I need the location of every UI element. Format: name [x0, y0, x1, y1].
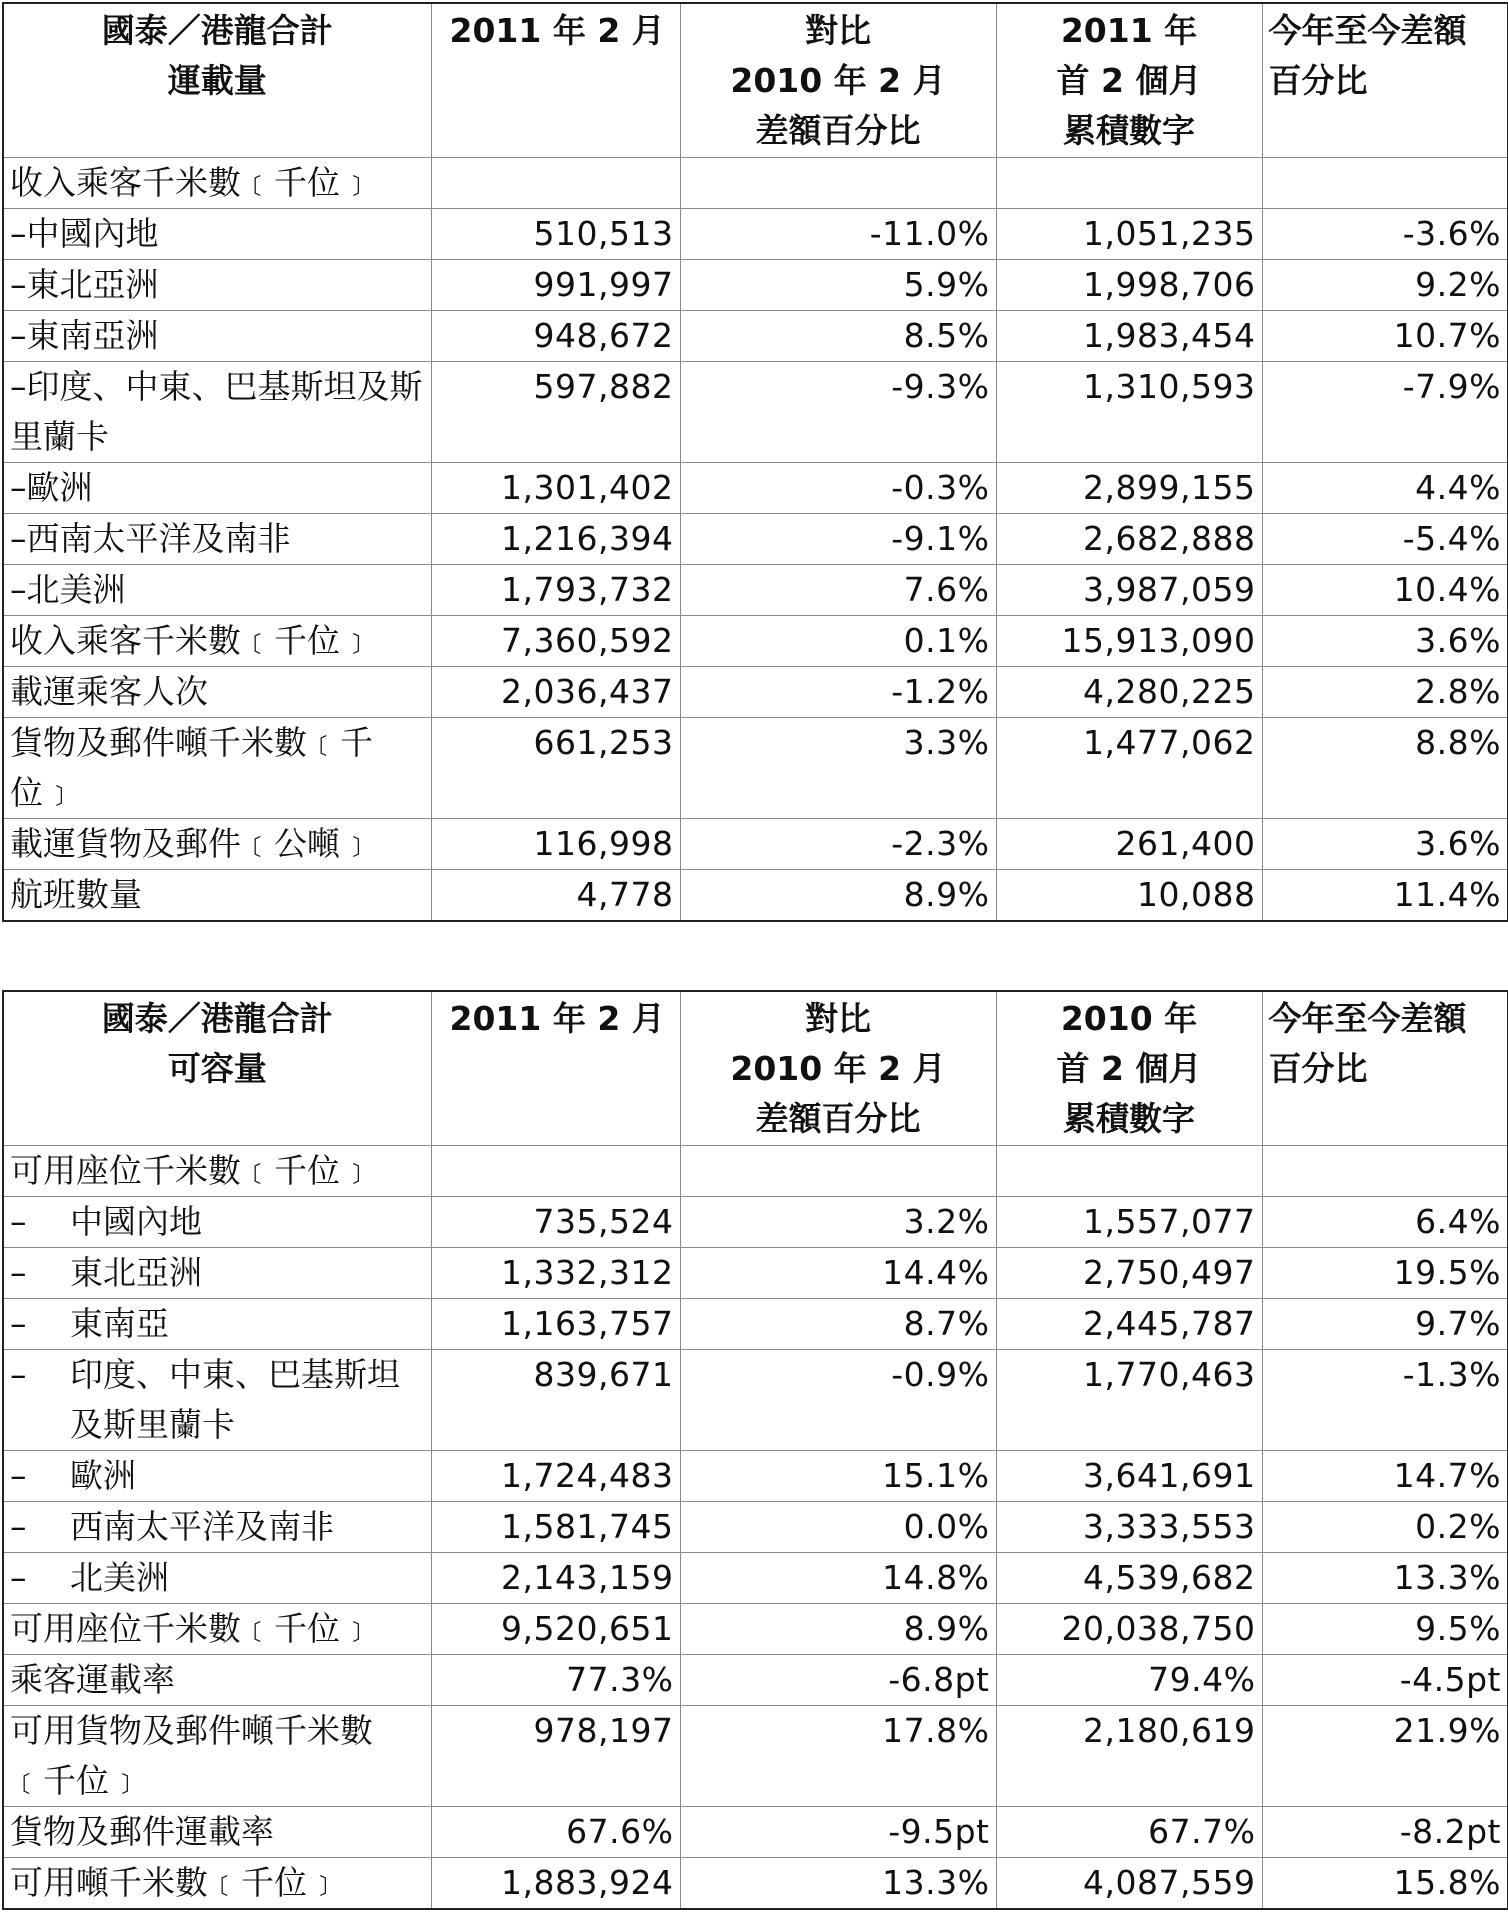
table-row: [3, 1654, 1508, 1705]
column-header-line: 對比: [805, 999, 871, 1038]
row-label: –歐洲: [10, 467, 93, 507]
value-cell: 3.6%: [1262, 615, 1508, 666]
value-cell: 14.8%: [680, 1552, 996, 1603]
row-label-cell: [3, 1247, 431, 1298]
value-cell: 9.7%: [1262, 1298, 1508, 1349]
row-label-cell: [3, 1450, 431, 1501]
section-row: [3, 157, 1508, 208]
row-dash: –: [10, 1455, 27, 1495]
empty-cell: [680, 157, 996, 208]
value-cell: 11.4%: [1262, 869, 1508, 921]
row-label: 貨物及郵件噸千米數﹝千位﹞: [10, 722, 373, 812]
table-row: [3, 462, 1508, 513]
value-cell: 2.8%: [1262, 666, 1508, 717]
value-cell: 0.0%: [680, 1501, 996, 1552]
column-header-line: 首 2 個月: [1056, 61, 1202, 100]
column-header-line: 今年至今差額: [1268, 999, 1467, 1038]
value-cell: 13.3%: [1262, 1552, 1508, 1603]
row-label: 乘客運載率: [10, 1659, 175, 1699]
value-cell: -7.9%: [1262, 361, 1508, 462]
value-cell: 991,997: [431, 259, 680, 310]
value-cell: 79.4%: [996, 1654, 1262, 1705]
value-cell: 4,280,225: [996, 666, 1262, 717]
row-label: 可用貨物及郵件噸千米數﹝千位﹞: [10, 1710, 373, 1800]
value-cell: 15.1%: [680, 1450, 996, 1501]
row-label-cell: [3, 1552, 431, 1603]
value-cell: -11.0%: [680, 208, 996, 259]
section-row: [3, 1145, 1508, 1196]
column-header-line: 百分比: [1268, 61, 1368, 100]
value-cell: 67.7%: [996, 1806, 1262, 1857]
value-cell: 735,524: [431, 1196, 680, 1247]
value-cell: 1,216,394: [431, 513, 680, 564]
row-label-cell: [3, 717, 431, 818]
row-dash: –: [10, 1303, 27, 1343]
column-header: [1262, 3, 1508, 157]
row-dash: –: [10, 1201, 27, 1241]
value-cell: 3.6%: [1262, 818, 1508, 869]
table-row: [3, 615, 1508, 666]
header-row: [3, 991, 1508, 1145]
value-cell: 1,310,593: [996, 361, 1262, 462]
value-cell: -3.6%: [1262, 208, 1508, 259]
row-label: –西南太平洋及南非: [10, 518, 291, 558]
row-label: 載運乘客人次: [10, 671, 208, 711]
row-label-cell: [3, 1501, 431, 1552]
value-cell: 7,360,592: [431, 615, 680, 666]
column-header-line: 差額百分比: [755, 1099, 921, 1138]
value-cell: 1,581,745: [431, 1501, 680, 1552]
table-row: [3, 1196, 1508, 1247]
column-header-line: 累積數字: [1063, 111, 1195, 150]
value-cell: 1,163,757: [431, 1298, 680, 1349]
value-cell: 4.4%: [1262, 462, 1508, 513]
value-cell: 3.2%: [680, 1196, 996, 1247]
value-cell: 13.3%: [680, 1857, 996, 1909]
value-cell: 15.8%: [1262, 1857, 1508, 1909]
value-cell: -9.5pt: [680, 1806, 996, 1857]
table-row: [3, 1298, 1508, 1349]
value-cell: 2,143,159: [431, 1552, 680, 1603]
value-cell: -1.2%: [680, 666, 996, 717]
column-header-line: 可容量: [167, 1049, 267, 1088]
value-cell: 1,724,483: [431, 1450, 680, 1501]
value-cell: 1,051,235: [996, 208, 1262, 259]
table-row: [3, 1450, 1508, 1501]
value-cell: -0.3%: [680, 462, 996, 513]
column-header-line: 2010 年 2 月: [730, 61, 946, 100]
row-label-cell: [3, 1349, 431, 1450]
value-cell: 1,770,463: [996, 1349, 1262, 1450]
value-cell: 5.9%: [680, 259, 996, 310]
table-row: [3, 208, 1508, 259]
value-cell: 2,899,155: [996, 462, 1262, 513]
row-label-cell: [3, 310, 431, 361]
table-row: [3, 1705, 1508, 1806]
column-header-line: 國泰／港龍合計: [101, 11, 333, 50]
row-label-cell: [3, 1654, 431, 1705]
column-header-line: 今年至今差額: [1268, 11, 1467, 50]
value-cell: 3,641,691: [996, 1450, 1262, 1501]
table-row: [3, 1806, 1508, 1857]
value-cell: 2,036,437: [431, 666, 680, 717]
row-label-cell: [3, 666, 431, 717]
value-cell: 10,088: [996, 869, 1262, 921]
value-cell: 9.5%: [1262, 1603, 1508, 1654]
column-header-line: 對比: [805, 11, 871, 50]
value-cell: 17.8%: [680, 1705, 996, 1806]
table-row: [3, 564, 1508, 615]
value-cell: 14.4%: [680, 1247, 996, 1298]
empty-cell: [1262, 157, 1508, 208]
column-header: [996, 991, 1262, 1145]
row-label-cell: [3, 1705, 431, 1806]
value-cell: -1.3%: [1262, 1349, 1508, 1450]
row-label: 歐洲: [70, 1455, 136, 1495]
row-label: 北美洲: [70, 1557, 169, 1597]
value-cell: 2,750,497: [996, 1247, 1262, 1298]
empty-cell: [431, 1145, 680, 1196]
value-cell: 1,793,732: [431, 564, 680, 615]
row-label-cell: [3, 259, 431, 310]
column-header: [431, 991, 680, 1145]
table-row: [3, 1501, 1508, 1552]
value-cell: 8.7%: [680, 1298, 996, 1349]
value-cell: -2.3%: [680, 818, 996, 869]
value-cell: 1,301,402: [431, 462, 680, 513]
row-label: 中國內地: [70, 1201, 202, 1241]
value-cell: 4,087,559: [996, 1857, 1262, 1909]
section-label: 收入乘客千米數﹝千位﹞: [3, 157, 431, 208]
column-header: [3, 991, 431, 1145]
value-cell: -6.8pt: [680, 1654, 996, 1705]
value-cell: 1,883,924: [431, 1857, 680, 1909]
value-cell: -9.3%: [680, 361, 996, 462]
value-cell: 261,400: [996, 818, 1262, 869]
value-cell: 4,778: [431, 869, 680, 921]
column-header-line: 2011 年 2 月: [449, 11, 665, 50]
table-row: [3, 818, 1508, 869]
value-cell: 3.3%: [680, 717, 996, 818]
empty-cell: [431, 157, 680, 208]
row-label-cell: [3, 1806, 431, 1857]
row-label: –中國內地: [10, 213, 159, 253]
value-cell: 0.2%: [1262, 1501, 1508, 1552]
value-cell: 7.6%: [680, 564, 996, 615]
value-cell: 6.4%: [1262, 1196, 1508, 1247]
table-row: [3, 259, 1508, 310]
table-row: [3, 1349, 1508, 1450]
value-cell: 2,180,619: [996, 1705, 1262, 1806]
value-cell: -4.5pt: [1262, 1654, 1508, 1705]
table-row: [3, 717, 1508, 818]
section-label: 可用座位千米數﹝千位﹞: [3, 1145, 431, 1196]
value-cell: 2,682,888: [996, 513, 1262, 564]
column-header: [680, 3, 996, 157]
row-label-cell: [3, 361, 431, 462]
value-cell: 0.1%: [680, 615, 996, 666]
value-cell: 8.9%: [680, 1603, 996, 1654]
value-cell: 67.6%: [431, 1806, 680, 1857]
row-label: 東南亞: [70, 1303, 169, 1343]
column-header-line: 累積數字: [1063, 1099, 1195, 1138]
value-cell: 19.5%: [1262, 1247, 1508, 1298]
value-cell: 10.7%: [1262, 310, 1508, 361]
row-label: 可用座位千米數﹝千位﹞: [10, 1608, 373, 1648]
value-cell: 8.8%: [1262, 717, 1508, 818]
row-label: 航班數量: [10, 874, 142, 914]
column-header: [3, 3, 431, 157]
table-row: [3, 1552, 1508, 1603]
value-cell: 1,332,312: [431, 1247, 680, 1298]
row-label-cell: [3, 1298, 431, 1349]
value-cell: 8.9%: [680, 869, 996, 921]
empty-cell: [680, 1145, 996, 1196]
value-cell: -5.4%: [1262, 513, 1508, 564]
value-cell: 1,998,706: [996, 259, 1262, 310]
row-label: –東南亞洲: [10, 315, 159, 355]
column-header-line: 2011 年 2 月: [449, 999, 665, 1038]
row-label-cell: [3, 1857, 431, 1909]
value-cell: 948,672: [431, 310, 680, 361]
column-header: [431, 3, 680, 157]
value-cell: 1,477,062: [996, 717, 1262, 818]
row-label: 可用噸千米數﹝千位﹞: [10, 1862, 340, 1902]
column-header: [680, 991, 996, 1145]
table-row: [3, 1247, 1508, 1298]
value-cell: 20,038,750: [996, 1603, 1262, 1654]
table-row: [3, 869, 1508, 921]
value-cell: -0.9%: [680, 1349, 996, 1450]
value-cell: 9.2%: [1262, 259, 1508, 310]
value-cell: 597,882: [431, 361, 680, 462]
row-label: 西南太平洋及南非: [70, 1506, 334, 1546]
value-cell: 15,913,090: [996, 615, 1262, 666]
table-row: [3, 310, 1508, 361]
column-header-line: 2010 年: [1060, 999, 1198, 1038]
value-cell: -9.1%: [680, 513, 996, 564]
column-header-line: 2011 年: [1060, 11, 1198, 50]
row-label-cell: [3, 1603, 431, 1654]
value-cell: 9,520,651: [431, 1603, 680, 1654]
row-dash: –: [10, 1506, 27, 1546]
row-label: 印度、中東、巴基斯坦及斯里蘭卡: [70, 1354, 400, 1444]
column-header-line: 運載量: [167, 61, 267, 100]
column-header: [1262, 991, 1508, 1145]
column-header-line: 差額百分比: [755, 111, 921, 150]
table-row: [3, 1603, 1508, 1654]
row-label-cell: [3, 818, 431, 869]
row-label: –東北亞洲: [10, 264, 159, 304]
value-cell: 978,197: [431, 1705, 680, 1806]
column-header-line: 首 2 個月: [1056, 1049, 1202, 1088]
row-label-cell: [3, 869, 431, 921]
row-label-cell: [3, 564, 431, 615]
table-row: [3, 361, 1508, 462]
row-dash: –: [10, 1252, 27, 1292]
row-label: 東北亞洲: [70, 1252, 202, 1292]
traffic-table: [2, 2, 1508, 922]
value-cell: 21.9%: [1262, 1705, 1508, 1806]
row-label-cell: [3, 1196, 431, 1247]
row-label: –北美洲: [10, 569, 126, 609]
row-dash: –: [10, 1354, 27, 1394]
column-header: [996, 3, 1262, 157]
value-cell: 661,253: [431, 717, 680, 818]
value-cell: 77.3%: [431, 1654, 680, 1705]
value-cell: 10.4%: [1262, 564, 1508, 615]
row-label-cell: [3, 462, 431, 513]
table-row: [3, 666, 1508, 717]
column-header-line: 國泰／港龍合計: [101, 999, 333, 1038]
row-label: 載運貨物及郵件﹝公噸﹞: [10, 823, 373, 863]
value-cell: 116,998: [431, 818, 680, 869]
value-cell: 3,333,553: [996, 1501, 1262, 1552]
row-dash: –: [10, 1557, 27, 1597]
empty-cell: [996, 1145, 1262, 1196]
value-cell: 510,513: [431, 208, 680, 259]
value-cell: 2,445,787: [996, 1298, 1262, 1349]
value-cell: 1,557,077: [996, 1196, 1262, 1247]
row-label: 收入乘客千米數﹝千位﹞: [10, 620, 373, 660]
column-header-line: 2010 年 2 月: [730, 1049, 946, 1088]
row-label: –印度、中東、巴基斯坦及斯里蘭卡: [10, 366, 423, 456]
row-label: 貨物及郵件運載率: [10, 1811, 274, 1851]
row-label-cell: [3, 513, 431, 564]
empty-cell: [996, 157, 1262, 208]
table-row: [3, 1857, 1508, 1909]
row-label-cell: [3, 615, 431, 666]
table-row: [3, 513, 1508, 564]
value-cell: 4,539,682: [996, 1552, 1262, 1603]
value-cell: 8.5%: [680, 310, 996, 361]
value-cell: 839,671: [431, 1349, 680, 1450]
column-header-line: 百分比: [1268, 1049, 1368, 1088]
empty-cell: [1262, 1145, 1508, 1196]
value-cell: -8.2pt: [1262, 1806, 1508, 1857]
header-row: [3, 3, 1508, 157]
value-cell: 1,983,454: [996, 310, 1262, 361]
row-label-cell: [3, 208, 431, 259]
value-cell: 3,987,059: [996, 564, 1262, 615]
value-cell: 14.7%: [1262, 1450, 1508, 1501]
capacity-table: [2, 990, 1508, 1910]
